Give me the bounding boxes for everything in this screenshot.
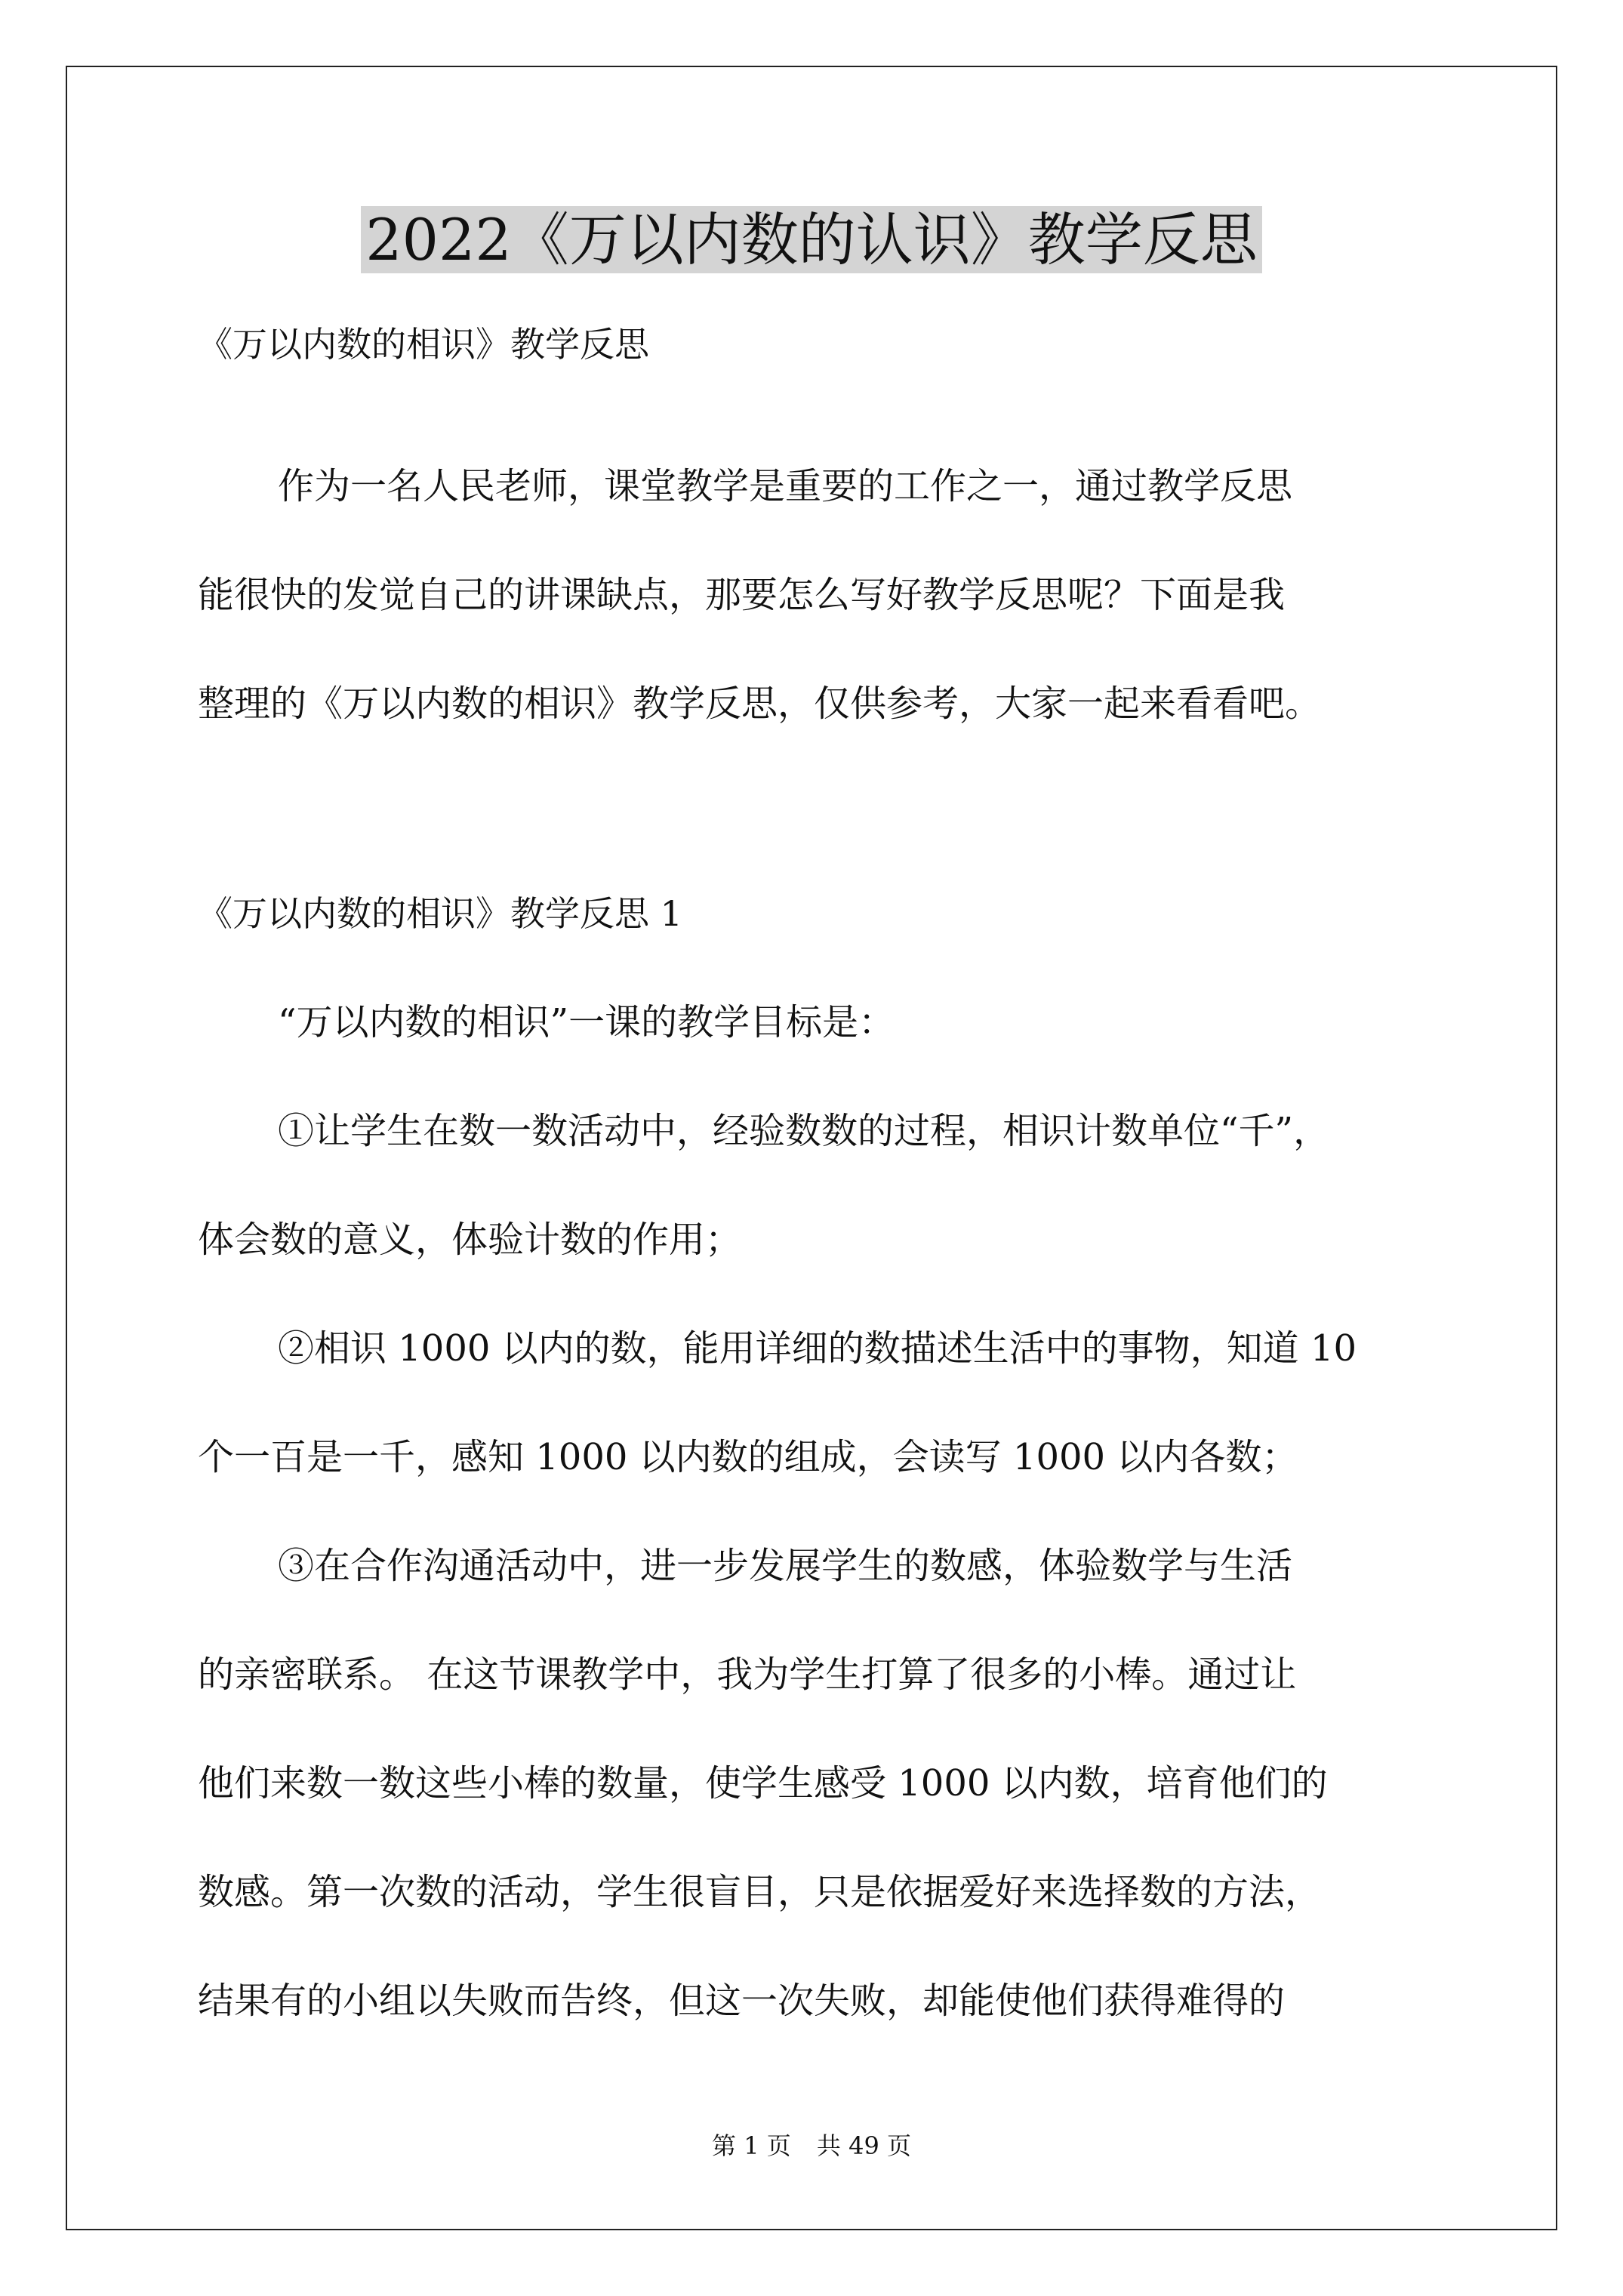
body-line-2: ①让学生在数一数活动中，经验数数的过程，相识计数单位“千”， [278, 1110, 1330, 1152]
body-line-5: 个一百是一千，感知 1000 以内数的组成，会读写 1000 以内各数； [198, 1436, 1298, 1478]
document-title-text: 2022《万以内数的认识》教学反思 [361, 206, 1261, 273]
body-line-10: 结果有的小组以失败而告终，但这一次失败，却能使他们获得难得的 [198, 1980, 1286, 2022]
intro-line-2: 能很快的发觉自己的讲课缺点，那要怎么写好教学反思呢？下面是我 [198, 574, 1286, 616]
page-number: 第 1 页 [712, 2131, 791, 2160]
body-line-7: 的亲密联系。 在这节课教学中，我为学生打算了很多的小棒。通过让 [198, 1653, 1297, 1696]
page-footer [0, 2131, 1623, 2161]
body-line-3: 体会数的意义，体验计数的作用； [198, 1219, 742, 1261]
page-total: 共 49 页 [816, 2131, 911, 2160]
body-line-8: 他们来数一数这些小棒的数量，使学生感受 1000 以内数，培育他们的 [198, 1762, 1328, 1804]
subtitle: 《万以内数的相识》教学反思 [198, 324, 649, 365]
body-line-6: ③在合作沟通活动中，进一步发展学生的数感，体验数学与生活 [278, 1545, 1293, 1587]
section-heading: 《万以内数的相识》教学反思 1 [198, 893, 682, 934]
intro-line-1: 作为一名人民老师，课堂教学是重要的工作之一，通过教学反思 [278, 465, 1293, 507]
intro-line-3: 整理的《万以内数的相识》教学反思，仅供参考，大家一起来看看吧。 [198, 683, 1322, 725]
body-line-9: 数感。第一次数的活动，学生很盲目，只是依据爱好来选择数的方法， [198, 1871, 1322, 1913]
body-line-1: “万以内数的相识”一课的教学目标是： [278, 1001, 895, 1043]
document-title [0, 202, 1623, 278]
body-line-4: ②相识 1000 以内的数，能用详细的数描述生活中的事物，知道 10 [278, 1327, 1357, 1370]
